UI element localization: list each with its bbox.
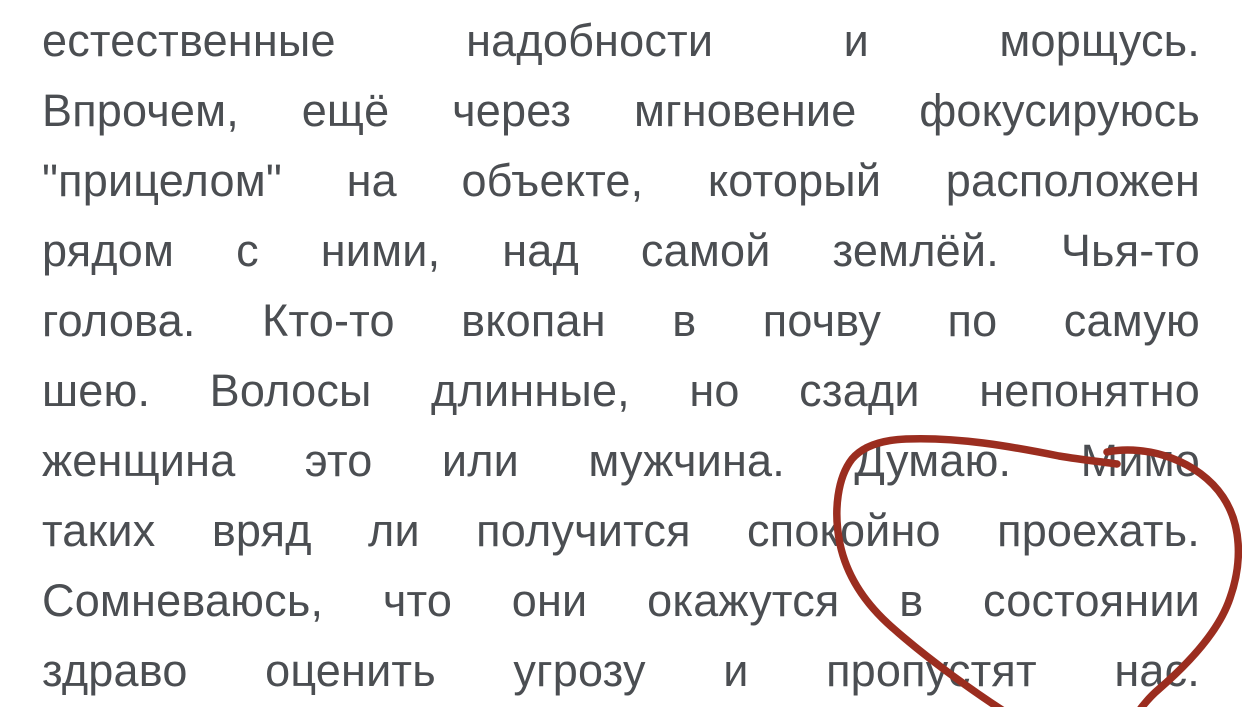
text-line: таких вряд ли получится спокойно проехать. bbox=[42, 505, 1200, 556]
text-line: шею. Волосы длинные, но сзади непонятно bbox=[42, 365, 1200, 416]
text-line: голова. Кто-то вкопан в почву по самую bbox=[42, 295, 1200, 346]
text-line: здраво оценить угрозу и пропустят нас. bbox=[42, 645, 1200, 696]
text-line: Сомневаюсь, что они окажутся в состоянии bbox=[42, 575, 1200, 626]
text-line: естественные надобности и морщусь. bbox=[42, 15, 1200, 66]
text-line: рядом с ними, над самой землёй. Чья-то bbox=[42, 225, 1200, 276]
text-line: "прицелом" на объекте, который расположен bbox=[42, 155, 1200, 206]
text-line: Впрочем, ещё через мгновение фокусируюсь bbox=[42, 85, 1200, 136]
text-line: женщина это или мужчина. Думаю. Мимо bbox=[42, 435, 1200, 486]
page-text bbox=[42, 6, 1200, 706]
